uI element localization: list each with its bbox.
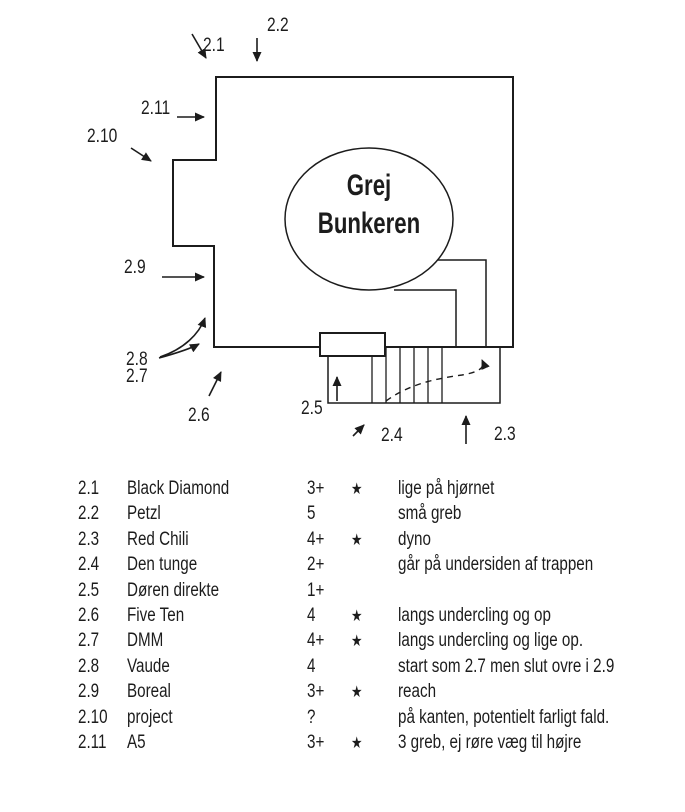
route-name: Red Chili (127, 528, 189, 550)
diagram-label-2-8: 2.8 (126, 349, 148, 370)
route-name: DMM (127, 630, 164, 652)
star-icon: ★ (351, 607, 363, 625)
route-number: 2.8 (78, 655, 100, 677)
route-description: langs undercling og lige op. (398, 630, 584, 652)
route-name: Petzl (127, 503, 161, 525)
route-description: går på undersiden af trappen (398, 554, 594, 576)
route-grade: ? (307, 706, 316, 728)
route-description: dyno (398, 528, 431, 550)
route-name: Boreal (127, 681, 171, 703)
route-name: Døren direkte (127, 579, 220, 601)
star-icon: ★ (351, 633, 363, 651)
inner-wall-lower (394, 290, 456, 347)
table-row (0, 477, 685, 502)
gym-name-line2: Bunkeren (317, 206, 421, 240)
route-number: 2.7 (78, 630, 100, 652)
route-grade: 4+ (307, 528, 325, 550)
route-description: start som 2.7 men slut ovre i 2.9 (398, 655, 615, 677)
diagram-label-2-11: 2.11 (141, 98, 171, 119)
route-grade: 3+ (307, 478, 325, 499)
route-number: 2.3 (78, 528, 100, 550)
route-grade: 3+ (307, 681, 325, 703)
diagram-label-2-10: 2.10 (87, 126, 118, 147)
table-row (0, 655, 685, 680)
route-number: 2.11 (78, 731, 107, 753)
route-number: 2.5 (78, 579, 100, 601)
route-name: Black Diamond (127, 478, 230, 499)
route-description: små greb (398, 503, 462, 525)
route-name: A5 (127, 731, 146, 753)
route-number: 2.1 (78, 478, 100, 499)
route-description: på kanten, potentielt farligt fald. (398, 706, 610, 728)
route-description: reach (398, 681, 437, 703)
diagram-label-2-9: 2.9 (124, 257, 146, 278)
star-icon: ★ (351, 684, 363, 702)
diagram-label-2-6: 2.6 (188, 405, 210, 426)
table-row (0, 731, 685, 756)
route-grade: 2+ (307, 554, 325, 576)
route-grade: 4 (307, 604, 316, 626)
table-row (0, 604, 685, 629)
table-row (0, 553, 685, 578)
route-table (0, 477, 685, 756)
diagram-label-2-1: 2.1 (203, 35, 225, 56)
landing-box (320, 333, 385, 356)
table-row (0, 680, 685, 705)
star-icon: ★ (351, 734, 363, 752)
route-number: 2.9 (78, 681, 100, 703)
star-icon: ★ (351, 531, 363, 549)
route-description: langs undercling og op (398, 604, 551, 626)
table-row (0, 502, 685, 527)
route-name: Vaude (127, 655, 170, 677)
route-grade: 4 (307, 655, 316, 677)
diagram-label-2-7: 2.7 (126, 366, 148, 387)
table-row (0, 528, 685, 553)
route-grade: 3+ (307, 731, 325, 753)
route-name: project (127, 706, 173, 728)
route-number: 2.4 (78, 554, 100, 576)
route-number: 2.10 (78, 706, 108, 728)
arrow-2-7 (159, 344, 199, 358)
arrow-2-6 (209, 372, 221, 396)
diagram-label-2-5: 2.5 (301, 398, 323, 419)
diagram-label-2-3: 2.3 (494, 424, 516, 445)
route-grade: 5 (307, 503, 316, 525)
route-name: Five Ten (127, 604, 185, 626)
arrow-2-4 (353, 425, 364, 436)
route-grade: 4+ (307, 630, 325, 652)
diagram-label-2-4: 2.4 (381, 425, 403, 446)
route-number: 2.2 (78, 503, 100, 525)
route-description: lige på hjørnet (398, 478, 495, 499)
route-name: Den tunge (127, 554, 198, 576)
diagram-label-2-2: 2.2 (267, 15, 289, 36)
gym-name (310, 167, 428, 242)
gym-name-line1: Grej (346, 169, 392, 202)
table-row (0, 579, 685, 604)
arrow-2-10 (131, 148, 151, 161)
route-number: 2.6 (78, 604, 100, 626)
route-grade: 1+ (307, 579, 325, 601)
table-row (0, 706, 685, 731)
table-row (0, 629, 685, 654)
route-description: 3 greb, ej røre væg til højre (398, 731, 582, 753)
inner-wall-upper (436, 260, 486, 347)
star-icon: ★ (351, 481, 363, 498)
